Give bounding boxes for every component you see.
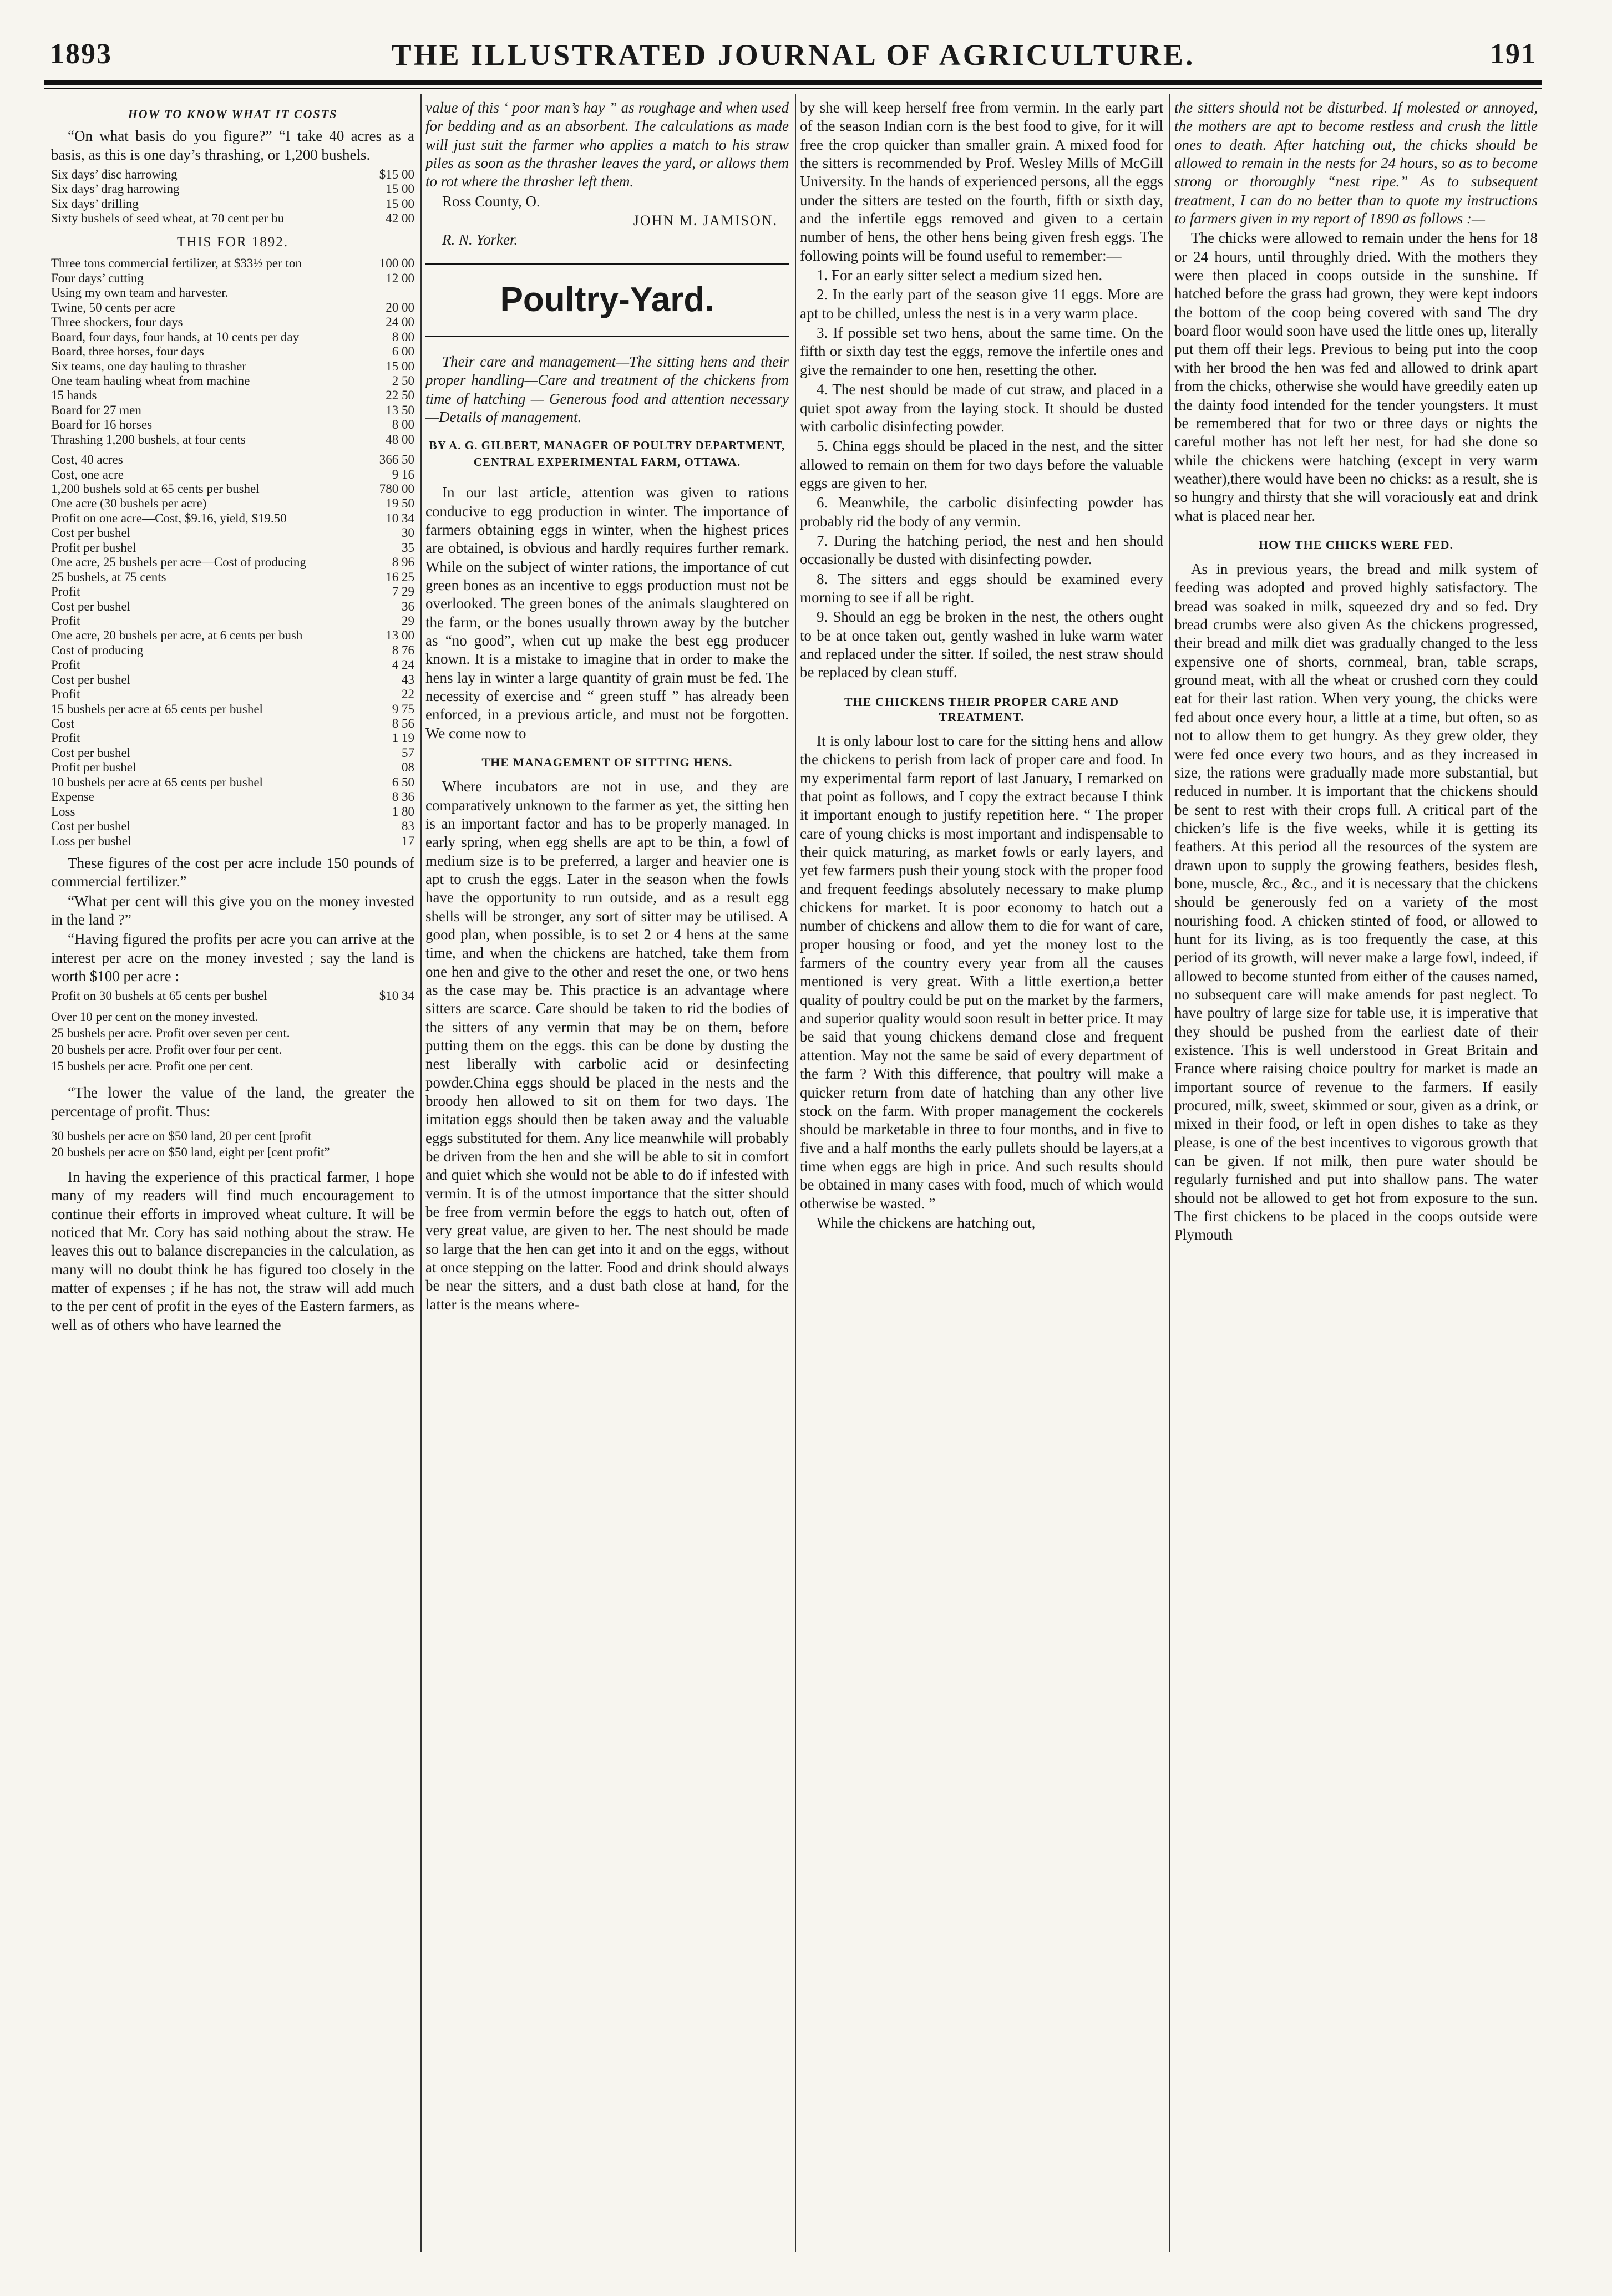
ledger-item: Cost per bushel [51, 599, 131, 613]
author-signature: JOHN M. JAMISON. [633, 212, 778, 229]
this-for-heading: THIS FOR 1892. [177, 234, 288, 250]
ledger-item: Loss [51, 804, 75, 819]
ledger-item: Six days’ disc harrowing [51, 167, 178, 181]
profit-note: 20 bushels per acre. Profit over four per cent. [51, 1043, 282, 1056]
ledger-amount: 1 80 [392, 804, 414, 819]
list-item: 2. In the early part of the season give 11 eggs. More are apt to be chilled, unless the nest is in a very warm place. [800, 286, 1163, 322]
ledger-item: Thrashing 1,200 bushels, at four cents [51, 432, 246, 446]
ledger-item: Cost per bushel [51, 819, 131, 834]
land-note: 30 bushels per acre on $50 land, 20 per cent [profit [51, 1129, 312, 1143]
col2-paragraph: value of this ‘ poor man’s hay ” as roughage and when used for bedding and as an absorbent. The calculations as made will just suit the farmer who applies a match to his straw piles as soon as the thrasher leaves the yard, or allows them to rot where the thrasher left them. [425, 99, 789, 190]
ledger-row [51, 418, 414, 432]
ledger-item: One team hauling wheat from machine [51, 373, 250, 388]
ledger-results [51, 453, 414, 849]
col4-paragraph: The chicks were allowed to remain under the hens for 18 or 24 hours, until throughly dried. With the mothers they were then placed in coops outside in the sunshine. If hatched before the grass had grown, they were kept indoors the bottom of the coop being covered with sand The dry board floor would soon have used the little ones up, literally put them off their legs. Previous to being put into the coop with her brood the hen was fed and allowed to drink apart from the chicks, otherwise she would have greedily eaten up the dainty food intended for the tender youngsters. It must be remembered that for two or three days or nights the careful mother has not left her nest, for had she done so while the chickens were hatching (except in very warm weather),there would have been no chicks: as a result, she is so hungry and thirsty that she will voraciously eat and drink what is placed near her. [1174, 230, 1538, 524]
ledger-amount [362, 286, 414, 300]
ledger-row [51, 167, 414, 182]
masthead [44, 33, 1542, 78]
ledger-item: One acre, 25 bushels per acre—Cost of producing [51, 555, 306, 570]
ledger-amount: 24 00 [386, 315, 414, 329]
ledger-item: Cost, one acre [51, 467, 124, 481]
ledger-row [51, 555, 414, 570]
ledger-amount: 1 19 [392, 731, 414, 745]
column-divider-3 [1169, 94, 1170, 2252]
ledger-amount: 16 25 [386, 570, 414, 584]
ledger-row [51, 628, 414, 643]
ledger-amount: 8 00 [392, 418, 414, 432]
ledger-row [51, 702, 414, 717]
ledger-row [51, 658, 414, 672]
ledger-item: Profit per bushel [51, 760, 136, 775]
ledger-item: Three tons commercial fertilizer, at $33½ per ton [51, 256, 302, 271]
ledger-amount: 8 76 [392, 643, 414, 657]
ledger-row [51, 600, 414, 614]
col1-heading: HOW TO KNOW WHAT IT COSTS [128, 107, 338, 121]
profit-note: Over 10 per cent on the money invested. [51, 1009, 258, 1024]
ledger-row [51, 482, 414, 496]
ledger-amount: 8 36 [392, 790, 414, 804]
ledger-row [51, 197, 414, 211]
header-rule-thick [44, 80, 1542, 85]
list-item: 7. During the hatching period, the nest and hen should occasionally be dusted with disinfecting powder. [800, 532, 1163, 568]
ledger-amount: 19 50 [386, 496, 414, 511]
col3-paragraph: While the chickens are hatching out, [817, 1214, 1036, 1231]
ledger-row [51, 775, 414, 790]
ledger-row [51, 388, 414, 403]
ledger-amount: 13 00 [386, 628, 414, 643]
ledger-item: Board, four days, four hands, at 10 cents per day [51, 329, 300, 344]
ledger-row [51, 271, 414, 286]
column-4 [1174, 99, 1538, 2245]
ledger-profit [51, 989, 414, 1003]
ledger-amount: 10 34 [386, 511, 414, 525]
ledger-item: Six days’ drag harrowing [51, 182, 180, 196]
ledger-item: Profit [51, 585, 80, 599]
col1-paragraph: “On what basis do you figure?” “I take 40 acres as a basis, as this is one day’s thrashing, or 1,200 bushels. [51, 128, 414, 163]
ledger-row [51, 541, 414, 555]
column-divider-1 [420, 94, 422, 2252]
ledger-row [51, 301, 414, 315]
ledger-amount: 17 [402, 834, 414, 848]
ledger-amount: 30 [402, 526, 414, 540]
ledger-row [51, 211, 414, 226]
ledger-amount: 83 [402, 819, 414, 834]
ledger-amount: $10 34 [379, 989, 414, 1003]
land-note: 20 bushels per acre on $50 land, eight per [cent profit” [51, 1145, 330, 1160]
ledger-row [51, 403, 414, 418]
ledger-item: Profit on one acre—Cost, $9.16, yield, $19.50 [51, 511, 287, 525]
ledger-item: Profit [51, 613, 80, 628]
list-item: 6. Meanwhile, the carbolic disinfecting powder has probably rid the body of any vermin. [800, 494, 1163, 530]
ledger-amount: 22 [402, 687, 414, 702]
ledger-item: Profit [51, 687, 80, 702]
ledger-row [51, 746, 414, 760]
ledger-amount: 22 50 [386, 388, 414, 403]
col1-paragraph: In having the experience of this practical farmer, I hope many of my readers will find much encouragement to continue their efforts in improved wheat culture. It will be noticed that Mr. Cory has said nothing about the straw. He leaves this out to balance discrepancies in the calculation, as many will no doubt think he has figured too closely in the matter of expenses ; if he has not, the straw will add much to the per cent of profit in the eyes of the Eastern farmers, as well as of others who have learned the [51, 1169, 414, 1333]
ledger-item: Profit per bushel [51, 540, 136, 555]
ledger-amount: 13 50 [386, 403, 414, 417]
col1-paragraph: These figures of the cost per acre include 150 pounds of commercial fertilizer.” [51, 854, 414, 890]
header-page-number: 191 [1490, 38, 1537, 70]
ledger-row [51, 614, 414, 628]
ledger-item: Cost of producing [51, 643, 144, 657]
ledger-item: Six teams, one day hauling to thrasher [51, 359, 246, 373]
ledger-amount: 6 50 [392, 775, 414, 789]
col1-paragraph: “What per cent will this give you on the money invested in the land ?” [51, 892, 414, 928]
ledger-amount: 12 00 [386, 271, 414, 285]
ledger-expenses-1 [51, 167, 414, 226]
ledger-row [51, 731, 414, 745]
subhead-sitting-hens: THE MANAGEMENT OF SITTING HENS. [481, 755, 733, 770]
place-line: Ross County, O. [442, 192, 540, 210]
ledger-row [51, 374, 414, 388]
subhead-chickens-care: THE CHICKENS THEIR PROPER CARE AND TREATMENT. [844, 694, 1119, 724]
ledger-row [51, 359, 414, 374]
list-item: 1. For an early sitter select a medium sized hen. [817, 267, 1103, 284]
ledger-row [51, 570, 414, 585]
ledger-item: Six days’ drilling [51, 196, 139, 211]
list-item: 8. The sitters and eggs should be examined every morning to see if all be right. [800, 570, 1163, 606]
ledger-item: Profit [51, 658, 80, 672]
ledger-item: Four days’ cutting [51, 271, 144, 285]
article-byline: BY A. G. GILBERT, MANAGER OF POULTRY DEPARTMENT, CENTRAL EXPERIMENTAL FARM, OTTAWA. [429, 439, 785, 469]
ledger-amount: 100 00 [379, 256, 414, 271]
ledger-row [51, 790, 414, 804]
ledger-amount: 15 00 [386, 196, 414, 211]
ledger-item: One acre (30 bushels per acre) [51, 496, 207, 511]
ledger-item: Board for 16 horses [51, 418, 153, 432]
ledger-item: Board, three horses, four days [51, 344, 204, 359]
ledger-item: Expense [51, 790, 94, 804]
article-summary: Their care and management—The sitting hens and their proper handling—Care and treatment of the chickens from time of hatching — Generous food and attention necessary—Details of management. [425, 353, 789, 426]
profit-notes [51, 1009, 414, 1074]
ledger-row [51, 496, 414, 511]
ledger-item: 15 bushels per acre at 65 cents per bushel [51, 702, 263, 716]
ledger-row [51, 760, 414, 775]
ledger-row [51, 819, 414, 834]
profit-note: 15 bushels per acre. Profit one per cent. [51, 1059, 254, 1073]
ledger-amount: 43 [402, 672, 414, 687]
ledger-item: Using my own team and harvester. [51, 286, 229, 300]
ledger-item: Cost per bushel [51, 672, 131, 687]
header-year: 1893 [50, 38, 112, 70]
ledger-amount: 9 75 [392, 702, 414, 716]
ledger-row [51, 453, 414, 467]
ledger-item: Cost [51, 717, 75, 731]
ledger-expenses-2 [51, 256, 414, 447]
ledger-amount: 4 24 [392, 658, 414, 672]
ledger-item: Three shockers, four days [51, 315, 183, 329]
subhead-chicks-fed: HOW THE CHICKS WERE FED. [1258, 537, 1454, 552]
ledger-amount: 15 00 [386, 359, 414, 373]
ledger-item: Twine, 50 cents per acre [51, 300, 175, 314]
points-list [800, 266, 1163, 682]
ledger-amount: 36 [402, 599, 414, 613]
ledger-row [51, 511, 414, 526]
ledger-amount: 2 50 [392, 373, 414, 388]
ledger-item: Profit on 30 bushels at 65 cents per bushel [51, 989, 267, 1003]
ledger-amount: 42 00 [386, 211, 414, 226]
column-1 [51, 99, 414, 2245]
ledger-item: Profit [51, 731, 80, 745]
section-title: Poultry-Yard. [500, 280, 714, 319]
ledger-amount: 780 00 [379, 482, 414, 496]
ledger-row [51, 673, 414, 687]
ledger-item: 15 hands [51, 388, 97, 403]
ledger-item: Cost, 40 acres [51, 453, 123, 467]
ledger-row [51, 468, 414, 482]
ledger-amount: 366 50 [379, 453, 414, 467]
ledger-row [51, 585, 414, 599]
col1-paragraph: “Having figured the profits per acre you can arrive at the interest per acre on the money invested ; say the land is worth $100 per acre : [51, 931, 414, 985]
list-item: 3. If possible set two hens, about the same time. On the fifth or sixth day test the eggs, remove the infertile ones and give the remainder to one hen, resetting the other. [800, 324, 1163, 378]
ledger-amount: 57 [402, 745, 414, 760]
poultry-yard-section-banner [425, 263, 789, 338]
col2-paragraph: Where incubators are not in use, and they are comparatively unknown to the farmer as yet, the sitting hen is an important factor and has to be properly managed. In early spring, when egg shells are apt to be thin, a fowl of medium size is to be preferred, a larger and heavier one is apt to crush the eggs. Later in the season when the fowls have the opportunity to run outside, and as a result egg shells will be stronger, any sort of sitter may be utilised. A good plan, when possible, is to set 2 or 4 hens at the same time, and when the chickens are hatched, take them from one hen and give to the other and reset the one, or two hens as the case may be. This practice is an advantage where sitters are scarce. Care should be taken to rid the bodies of the sitters of any vermin that may be on them, before putting them on the eggs. this can be done by dusting the nest liberally with carbolic acid or desinfecting powder.China eggs should be placed in the nests and the broody hen allowed to sit on them for two days. The imitation eggs should then be taken away and the valuable eggs substituted for them. Any lice meanwhile will probably be driven from the hen and she will be able to sit in comfort and quiet which she would not be able to do if infested with vermin. It is of the utmost importance that the sitter should be free from vermin before the eggs to hatch out, often of very great value, are given to her. The nest should be made so large that the hen can get into it and on the eggs, without at once stepping on the latter. Food and drink should always be near the sitters, and a dust bath close at hand, for the latter is the means where- [425, 778, 789, 1313]
ledger-amount: 35 [402, 540, 414, 555]
col1-paragraph: “The lower the value of the land, the greater the percentage of profit. Thus: [51, 1084, 414, 1120]
ledger-item: Sixty bushels of seed wheat, at 70 cent per bu [51, 211, 285, 226]
col4-paragraph: As in previous years, the bread and milk system of feeding was adopted and proved highly satisfactory. The bread was soaked in milk, squeezed dry and so fed. Dry bread crumbs were also given As the chickens progressed, their bread and milk diet was gradually changed to the less expensive one of shorts, cornmeal, bran, table scraps, ground meat, with all the wheat or crushed corn they could eat for their last ration. When very young, the chicks were fed about once every hour, a little at a time, but often, so as not to allow them to get hungry. As they grew older, they were fed once every two hours, and as they increased in size, the rations were gradually made more substantial, but reduced in number. It is important that the chickens should be sent to rest with their crops full. A critical part of the chicken’s life is the five weeks, while it is getting its feathers. At this period all the resources of the system are drawn upon to supply the growing feathers, besides flesh, bone, muscle, &c., &c., and it is necessary that the chickens should be generously fed on a variety of the most nourishing food. A chicken stinted of food, or allowed to hunt for its living, as is too frequently the case, at this period of its growth, will never make a large fowl, indeed, if allowed to become stunted from either of the causes named, no subsequent care will make amends for past neglect. To have poultry of large size for table use, it is imperative that they should be pushed from the earliest date of their existence. This is well understood in Great Britain and France where raising choice poultry for market is made an important source of revenue to the farmers. If easily procured, milk, sweet, skimmed or sour, given as a drink, or mixed in their food, or left in open dishes to take as they please, is one of the best incentives to vigorous growth that can be given. If not milk, then pure water should be regularly furnished and put into shallow pans. The water should not be allowed to get hot from exposure to the sun. The first chickens to be placed in the coops outside were Plymouth [1174, 561, 1538, 1243]
column-divider-2 [795, 94, 796, 2252]
ledger-row [51, 687, 414, 702]
list-item: 5. China eggs should be placed in the nest, and the sitter allowed to remain on them for two days before the valuable eggs are given to her. [800, 438, 1163, 491]
ledger-row [51, 256, 414, 271]
col3-paragraph: by she will keep herself free from vermin. In the early part of the season Indian corn is the best food to give, for it will free the crop quicker than smaller grain. A mixed food for the sitters is recommended by Prof. Wesley Mills of McGill University. In the hands of experienced persons, all the eggs under the sitters are tested on the fourth, fifth or sixth day, and the infertile eggs removed and given to a certain number of hens, the other hens being given fresh eggs. The following points will be found useful to remember:— [800, 99, 1163, 264]
ledger-row [51, 286, 414, 300]
ledger-row [51, 526, 414, 540]
ledger-row [51, 433, 414, 447]
ledger-amount: 6 00 [392, 344, 414, 359]
ledger-row [51, 834, 414, 849]
ledger-item: Loss per bushel [51, 834, 131, 848]
list-item: 9. Should an egg be broken in the nest, the others ought to be at once taken out, gently washed in luke warm water and replaced under the sitter. If soiled, the nest straw should be replaced by clean stuff. [800, 608, 1163, 681]
ledger-row [51, 315, 414, 329]
ledger-item: 1,200 bushels sold at 65 cents per bushel [51, 482, 260, 496]
header-title: THE ILLUSTRATED JOURNAL OF AGRICULTURE. [391, 38, 1195, 72]
ledger-amount: 48 00 [386, 432, 414, 446]
col2-paragraph: In our last article, attention was given to rations conducive to egg production in winter. The importance of farmers obtaining eggs in winter, when the highest prices are obtained, is obvious and hardly requires further remark. While on the subject of winter rations, the importance of cut green bones as an incentive to eggs production must not be overlooked. The green bones of the animals slaughtered on the farm, or the bones usually thrown away by the butcher as “no good”, when cut up make the best egg producer known. It is a mistake to imagine that in order to make the hens lay in winter a large quantity of grain must be fed. The necessity of exercise and “ green stuff ” has already been enforced, in a previous article, and must not be forgotten. We come now to [425, 484, 789, 741]
ledger-amount: 8 00 [392, 329, 414, 344]
ledger-row [51, 344, 414, 359]
column-3 [800, 99, 1163, 2245]
ledger-item: One acre, 20 bushels per acre, at 6 cents per bush [51, 628, 303, 643]
ledger-row [51, 805, 414, 819]
header-rule-thin [44, 88, 1542, 89]
column-2 [425, 99, 789, 2245]
ledger-amount: 08 [402, 760, 414, 775]
ledger-item: Cost per bushel [51, 526, 131, 540]
ledger-row [51, 182, 414, 196]
ledger-item: 25 bushels, at 75 cents [51, 570, 166, 584]
ledger-item: 10 bushels per acre at 65 cents per bushel [51, 775, 263, 789]
list-item: 4. The nest should be made of cut straw, and placed in a quiet spot away from the laying stock. It should be dusted with carbolic disinfecting powder. [800, 381, 1163, 435]
ledger-item: Board for 27 men [51, 403, 141, 417]
ledger-amount: 15 00 [386, 182, 414, 196]
ledger-amount: $15 00 [379, 167, 414, 181]
land-value-notes [51, 1129, 414, 1160]
ledger-amount: 7 29 [392, 585, 414, 599]
col4-paragraph: the sitters should not be disturbed. If molested or annoyed, the mothers are apt to become restless and crush the little ones to death. After hatching out, the chicks should be allowed to remain in the nests for 24 hours, so as to become strong or thoroughly “nest ripe.” As to subsequent treatment, I can do no better than to quote my instructions to farmers given in my report of 1890 as follows :— [1174, 99, 1538, 227]
ledger-item: Cost per bushel [51, 745, 131, 760]
ledger-amount: 9 16 [392, 467, 414, 481]
ledger-amount: 8 56 [392, 717, 414, 731]
ledger-row [51, 989, 414, 1003]
ledger-amount: 20 00 [386, 300, 414, 314]
source-credit: R. N. Yorker. [442, 231, 518, 248]
ledger-row [51, 643, 414, 658]
ledger-amount: 8 96 [392, 555, 414, 570]
ledger-row [51, 717, 414, 731]
ledger-amount: 29 [402, 613, 414, 628]
col3-paragraph: It is only labour lost to care for the sitting hens and allow the chickens to perish from lack of proper care and food. In my experimental farm report of last January, I remarked on that point as follows, and I copy the extract because I think it important enough to justify repetition here. “ The proper care of young chicks is most important and indispensable to their quick maturing, as market fowls or early layers, and yet few farmers push their young stock with the proper food and frequent feedings absolutely necessary to make plump chickens for market. It is poor economy to hatch out a number of chickens and allow them to die for want of care, proper housing or food, and yet the money lost to the farmers of the country every year from all the causes mentioned is very great. With a little exertion,a better quality of poultry could be put on the market by the farmers, and superior quality would soon result in better price. It may be said that young chickens demand close and frequent attention. May not the same be said of every department of the farm ? With this difference, that poultry will make a quicker return from date of hatching than any other live stock on the farm. With proper management the cockerels should be marketable in three to four months, and in five to five and a half months the early pullets should be layers,at a time when eggs are high in price. And such results should be obtained in many cases with food, much of which would otherwise be wasted. ” [800, 732, 1163, 1212]
profit-note: 25 bushels per acre. Profit over seven per cent. [51, 1026, 290, 1040]
ledger-row [51, 330, 414, 344]
